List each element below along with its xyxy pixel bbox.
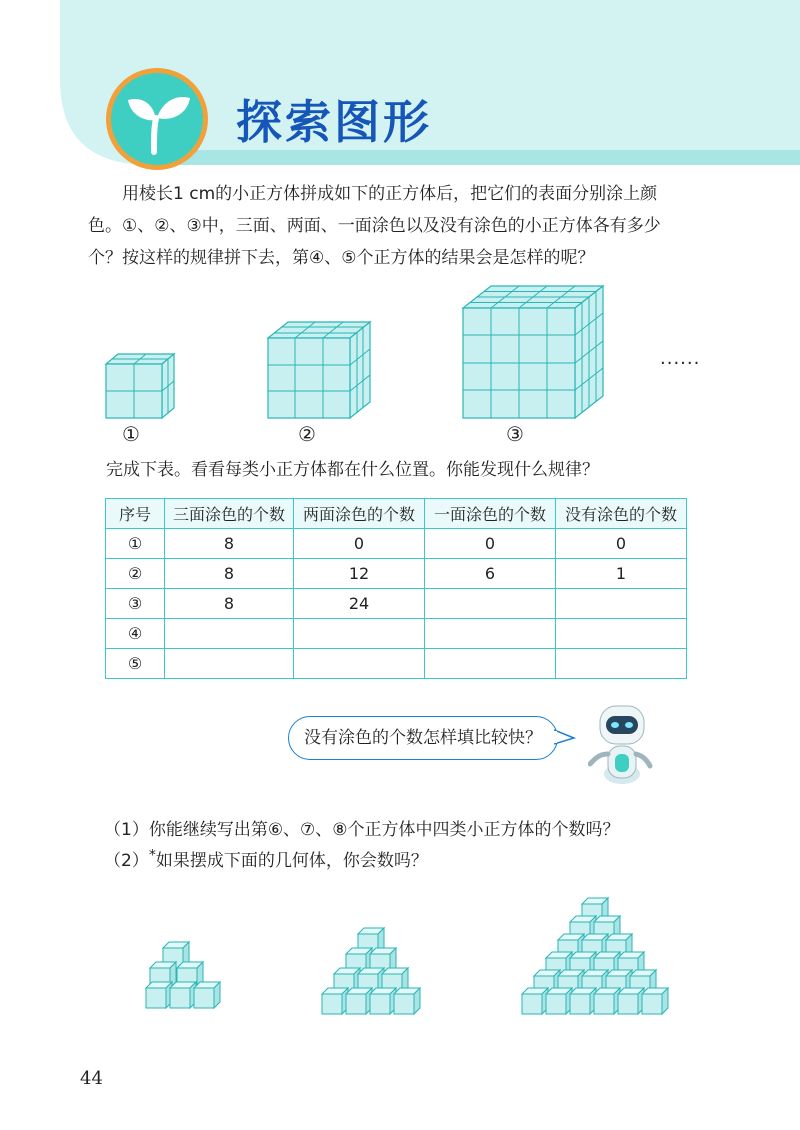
star-mark: * [148, 847, 156, 864]
ellipsis: ...... [660, 348, 701, 369]
intro-line: 色。①、②、③中，三面、两面、一面涂色以及没有涂色的小正方体各有多少 [88, 216, 661, 236]
table-row [106, 559, 687, 589]
page-title: 探索图形 [236, 95, 432, 149]
intro-paragraph [88, 178, 728, 274]
table-cell: ① [106, 529, 165, 559]
table-cell [425, 589, 556, 619]
intro-line: 用棱长1 cm的小正方体拼成如下的正方体后，把它们的表面分别涂上颜 [122, 184, 658, 204]
table-header: 一面涂色的个数 [425, 499, 556, 529]
table-header-row [106, 499, 687, 529]
table-cell: 8 [165, 589, 294, 619]
table-header: 序号 [106, 499, 165, 529]
table-cell: ⑤ [106, 649, 165, 679]
page-number: 44 [80, 1068, 103, 1089]
table-cell [165, 649, 294, 679]
question-1: （1）你能继续写出第⑥、⑦、⑧个正方体中四类小正方体的个数吗？ [104, 820, 620, 840]
table-row [106, 589, 687, 619]
robot-speech-bubble: 没有涂色的个数怎样填比较快？ [288, 716, 558, 760]
table-cell: ④ [106, 619, 165, 649]
table-cell [294, 649, 425, 679]
table-cell: 0 [425, 529, 556, 559]
table-cell [556, 619, 687, 649]
table-cell: 8 [165, 559, 294, 589]
bubble-tail-icon [554, 728, 576, 748]
cube-3x3x3 [266, 320, 376, 420]
table-instruction: 完成下表。看看每类小正方体都在什么位置。你能发现什么规律？ [106, 460, 599, 480]
intro-line: 个？按这样的规律拼下去，第④、⑤个正方体的结果会是怎样的呢？ [88, 248, 595, 268]
cube-label: ② [298, 422, 316, 446]
table-cell: 12 [294, 559, 425, 589]
cube-2x2x2 [104, 352, 184, 420]
robot-icon [588, 702, 656, 786]
table-cell: 8 [165, 529, 294, 559]
table-cell [165, 619, 294, 649]
table-cell: 1 [556, 559, 687, 589]
cube-4x4x4 [461, 284, 607, 420]
question-2-number: （2） [104, 851, 149, 871]
table-cell [294, 619, 425, 649]
table-cell: 24 [294, 589, 425, 619]
table-cell [556, 589, 687, 619]
table-cell: ③ [106, 589, 165, 619]
pyramid-figure-3 [522, 898, 668, 1014]
table-row [106, 619, 687, 649]
cube-label: ① [122, 422, 140, 446]
table-cell: 0 [556, 529, 687, 559]
table-header: 两面涂色的个数 [294, 499, 425, 529]
table-header: 没有涂色的个数 [556, 499, 687, 529]
sprout-icon [104, 66, 210, 172]
table-row [106, 529, 687, 559]
question-2-text: 如果摆成下面的几何体，你会数吗？ [155, 851, 428, 871]
table-cell: 0 [294, 529, 425, 559]
table-cell: 6 [425, 559, 556, 589]
question-2 [104, 846, 428, 871]
table-header: 三面涂色的个数 [165, 499, 294, 529]
table-cell: ② [106, 559, 165, 589]
pyramid-figure-2 [322, 928, 420, 1014]
stacked-cubes-figures [120, 880, 680, 1030]
count-table [105, 498, 687, 679]
table-cell [556, 649, 687, 679]
cube-label: ③ [506, 422, 524, 446]
table-cell [425, 649, 556, 679]
table-cell [425, 619, 556, 649]
pyramid-figure-1 [146, 942, 220, 1008]
table-row [106, 649, 687, 679]
